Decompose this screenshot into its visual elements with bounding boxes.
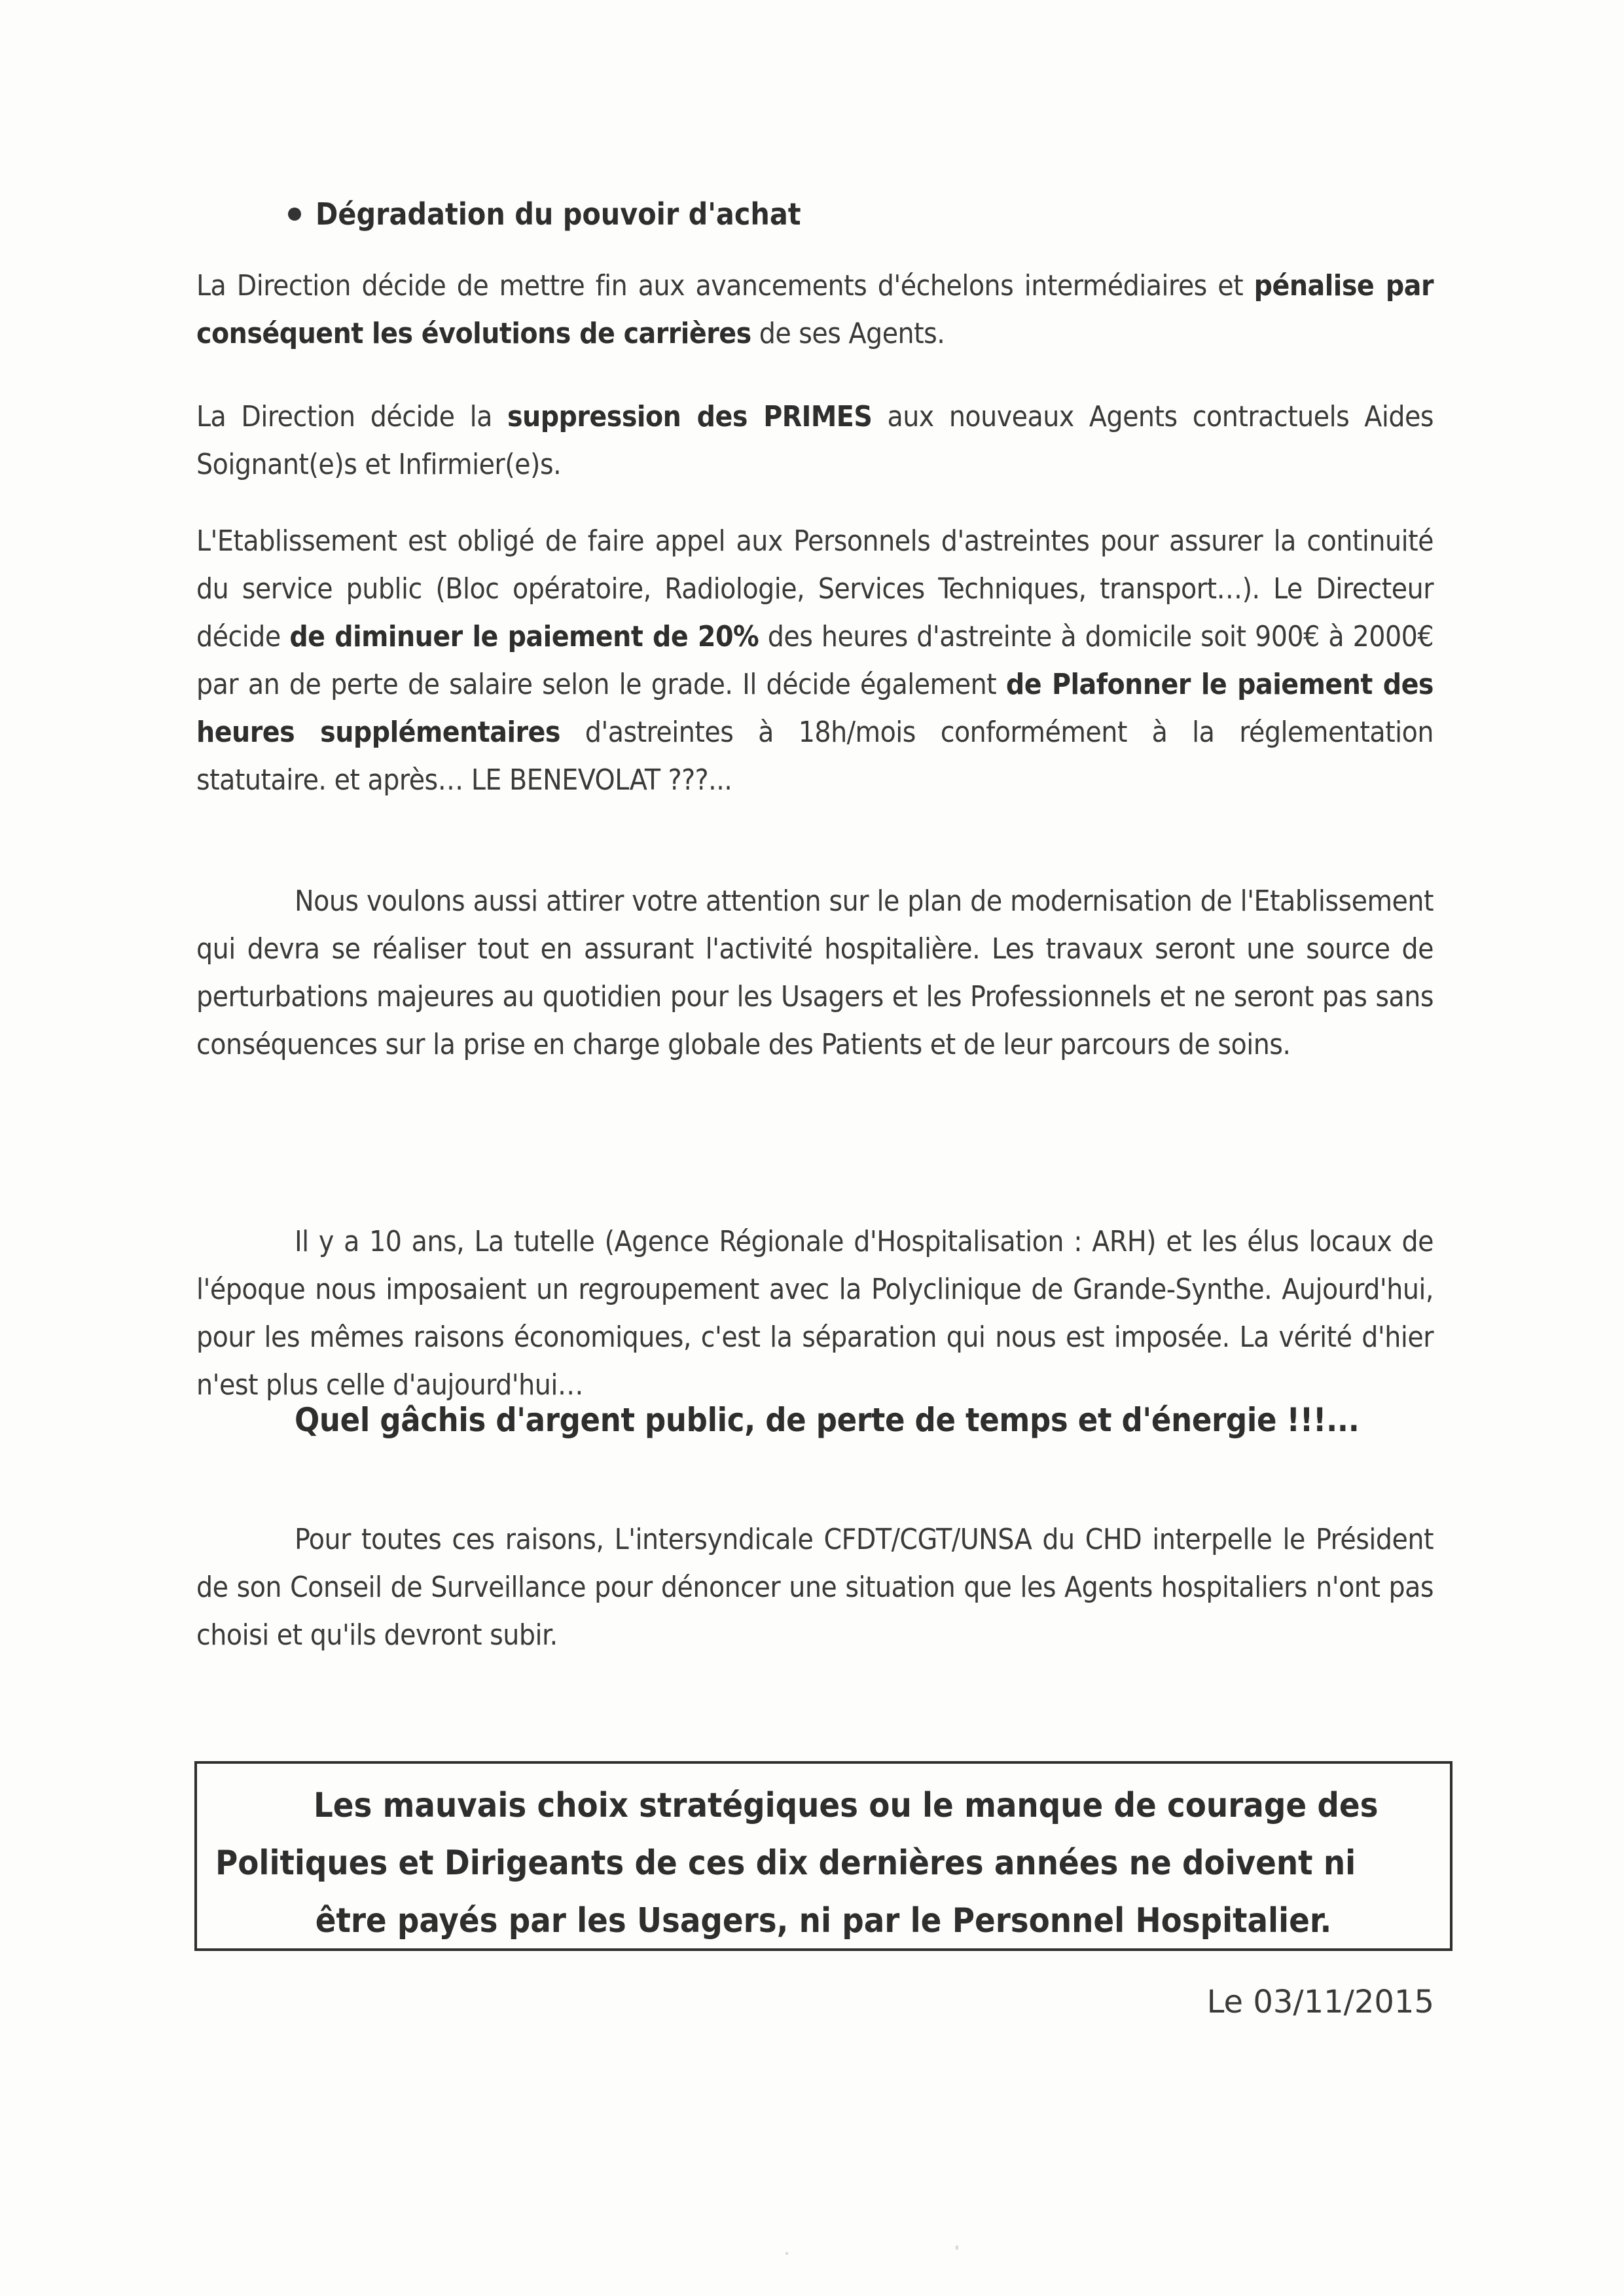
- scan-artifact: [785, 2252, 788, 2255]
- paragraph-modernisation: [196, 877, 1434, 1068]
- paragraph-text: Il y a 10 ans, La tutelle (Agence Régionale d'Hospitalisation : ARH) et les élus locaux de l'époque nous imposaient un regroupement avec la Polyclinique de Grande-Synthe. Aujourd'hui, pour les mêmes raisons économiques, c'est la séparation qui nous est imposée. La vérité d'hier n'est plus celle d'aujourd'hui…: [196, 1225, 1434, 1402]
- conclusion-box: [194, 1761, 1453, 1951]
- paragraph-text: Pour toutes ces raisons, L'intersyndicale CFDT/CGT/UNSA du CHD interpelle le Président de son Conseil de Surveillance pour dénoncer une situation que les Agents hospitaliers n'ont pas choisi et qu'ils devront subir.: [196, 1523, 1434, 1652]
- conclusion-line: être payés par les Usagers, ni par le Personnel Hospitalier.: [315, 1901, 1332, 1941]
- paragraph-text: de ses Agents.: [751, 317, 945, 350]
- paragraph-text: La Direction décide de mettre fin aux avancements d'échelons intermédiaires et: [196, 269, 1254, 302]
- emphasis-text: de diminuer le paiement de 20%: [289, 620, 759, 653]
- conclusion-line: Politiques et Dirigeants de ces dix dernières années ne doivent ni: [215, 1844, 1356, 1883]
- conclusion-line: Les mauvais choix stratégiques ou le manque de courage des: [314, 1786, 1379, 1825]
- paragraph-primes: [196, 393, 1434, 488]
- emphasis-text: pénalise par conséquent les évolutions de carrières: [196, 269, 1434, 350]
- emphasis-text: suppression des PRIMES: [507, 400, 873, 433]
- exclamation-line: Quel gâchis d'argent public, de perte de temps et d'énergie !!!...: [295, 1401, 1360, 1439]
- paragraph-text: aux nouveaux Agents contractuels Aides Soignant(e)s et Infirmier(e)s.: [196, 400, 1434, 481]
- paragraph-echelons: [196, 262, 1434, 357]
- paragraph-text: d'astreintes à 18h/mois conformément à la réglementation statutaire. et après… LE BENEVOLAT ???...: [196, 716, 1434, 797]
- paragraph-text: La Direction décide la: [196, 400, 507, 433]
- section-heading-text: Dégradation du pouvoir d'achat: [316, 196, 801, 232]
- emphasis-text: de Plafonner le paiement des heures supplémentaires: [196, 668, 1434, 749]
- bullet-icon: [288, 208, 301, 221]
- document-date: Le 03/11/2015: [1206, 1984, 1434, 2020]
- paragraph-text: Nous voulons aussi attirer votre attention sur le plan de modernisation de l'Etablissement qui devra se réaliser tout en assurant l'activité hospitalière. Les travaux seront une source de perturbations majeures au quotidien pour les Usagers et les Professionnels et ne seront pas sans conséquences sur la prise en charge globale des Patients et de leur parcours de soins.: [196, 884, 1434, 1061]
- paragraph-intersyndicale: [196, 1516, 1434, 1659]
- scan-artifact: [956, 2246, 958, 2250]
- paragraph-history: [196, 1218, 1434, 1409]
- paragraph-text: L'Etablissement est obligé de faire appel aux Personnels d'astreintes pour assurer la continuité du service public (Bloc opératoire, Radiologie, Services Techniques, transport…). Le Directeur décide: [196, 524, 1434, 653]
- section-heading: [288, 196, 801, 232]
- paragraph-astreintes: [196, 517, 1434, 804]
- paragraph-text: des heures d'astreinte à domicile soit 900€ à 2000€ par an de perte de salaire selon le grade. Il décide également: [196, 620, 1434, 701]
